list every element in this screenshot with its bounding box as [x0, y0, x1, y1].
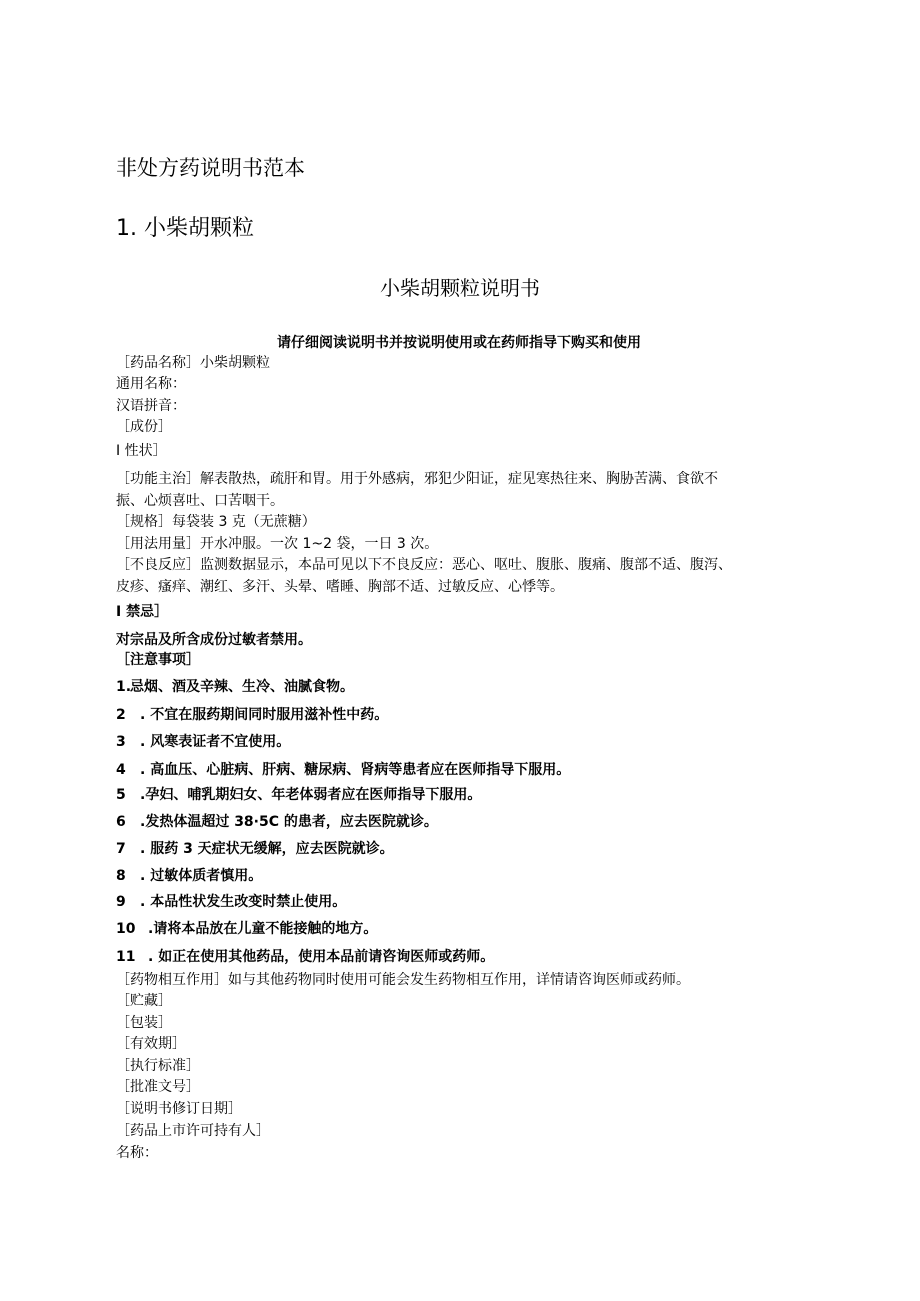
field-revision-date: ［说明书修订日期］ — [116, 1101, 242, 1117]
field-generic-name: 通用名称： — [116, 376, 186, 392]
field-license-holder: ［药品上市许可持有人］ — [116, 1123, 270, 1139]
list-item: 8 . 过敏体质者慎用。 — [116, 868, 263, 884]
list-item: 2 . 不宜在服药期间同时服用滋补性中药。 — [116, 707, 389, 723]
field-ingredients: ［成份］ — [116, 419, 172, 435]
list-item: 6 .发热体温超过 38·5C 的患者，应去医院就诊。 — [116, 814, 438, 830]
list-item: 3 . 风寒表证者不宜使用。 — [116, 734, 291, 750]
field-holder-name: 名称： — [116, 1145, 158, 1161]
field-properties: I 性状］ — [116, 443, 167, 459]
document-title: 非处方药说明书范本 — [116, 156, 305, 180]
field-contraindication: 对宗品及所含成份过敏者禁用。 — [116, 632, 312, 648]
field-packaging: ［包装］ — [116, 1015, 172, 1031]
field-adverse-line2: 皮疹、瘙痒、潮红、多汗、头晕、嗜睡、胸部不适、过敏反应、心悸等。 — [116, 579, 564, 595]
field-usage: ［用法用量］开水冲服。一次 1~2 袋，一日 3 次。 — [116, 536, 439, 552]
list-item: 7 . 服药 3 天症状无缓解，应去医院就诊。 — [116, 841, 394, 857]
field-adverse-line1: ［不良反应］监测数据显示，本品可见以下不良反应：恶心、呕吐、腹胀、腹痛、腹部不适、腹泻、 — [116, 557, 732, 573]
list-item: 4 . 高血压、心脏病、肝病、糖尿病、肾病等患者应在医师指导下服用。 — [116, 762, 571, 778]
list-item: 9 . 本品性状发生改变时禁止使用。 — [116, 894, 347, 910]
field-approval: ［批准文号］ — [116, 1079, 200, 1095]
list-item: 10 .请将本品放在儿童不能接触的地方。 — [116, 921, 378, 937]
field-contraindication-head: I 禁忌］ — [116, 604, 169, 620]
list-item: 11 . 如正在使用其他药品，使用本品前请咨询医师或药师。 — [116, 949, 495, 965]
list-item: 1.忌烟、酒及辛辣、生冷、油腻食物。 — [116, 679, 354, 695]
field-precautions-head: ［注意事项］ — [116, 652, 200, 668]
list-item: 5 .孕妇、哺乳期妇女、年老体弱者应在医师指导下服用。 — [116, 787, 482, 803]
field-indications-line1: ［功能主治］解表散热，疏肝和胃。用于外感病，邪犯少阳证，症见寒热往来、胸胁苦满、食欲不 — [116, 471, 718, 487]
field-spec: ［规格］每袋装 3 克（无蔗糖） — [116, 514, 316, 530]
field-interaction: ［药物相互作用］如与其他药物同时使用可能会发生药物相互作用，详情请咨询医师或药师。 — [116, 972, 690, 988]
manual-title: 小柴胡颗粒说明书 — [380, 276, 540, 300]
field-drug-name: ［药品名称］小柴胡颗粒 — [116, 355, 270, 371]
usage-notice: 请仔细阅读说明书并按说明使用或在药师指导下购买和使用 — [277, 335, 641, 351]
field-storage: ［贮藏］ — [116, 993, 172, 1009]
field-pinyin: 汉语拼音： — [116, 398, 186, 414]
field-indications-line2: 振、心烦喜吐、口苦咽干。 — [116, 493, 284, 509]
field-validity: ［有效期］ — [116, 1036, 186, 1052]
section-title: 1. 小柴胡颗粒 — [116, 216, 254, 241]
field-standard: ［执行标准］ — [116, 1058, 200, 1074]
